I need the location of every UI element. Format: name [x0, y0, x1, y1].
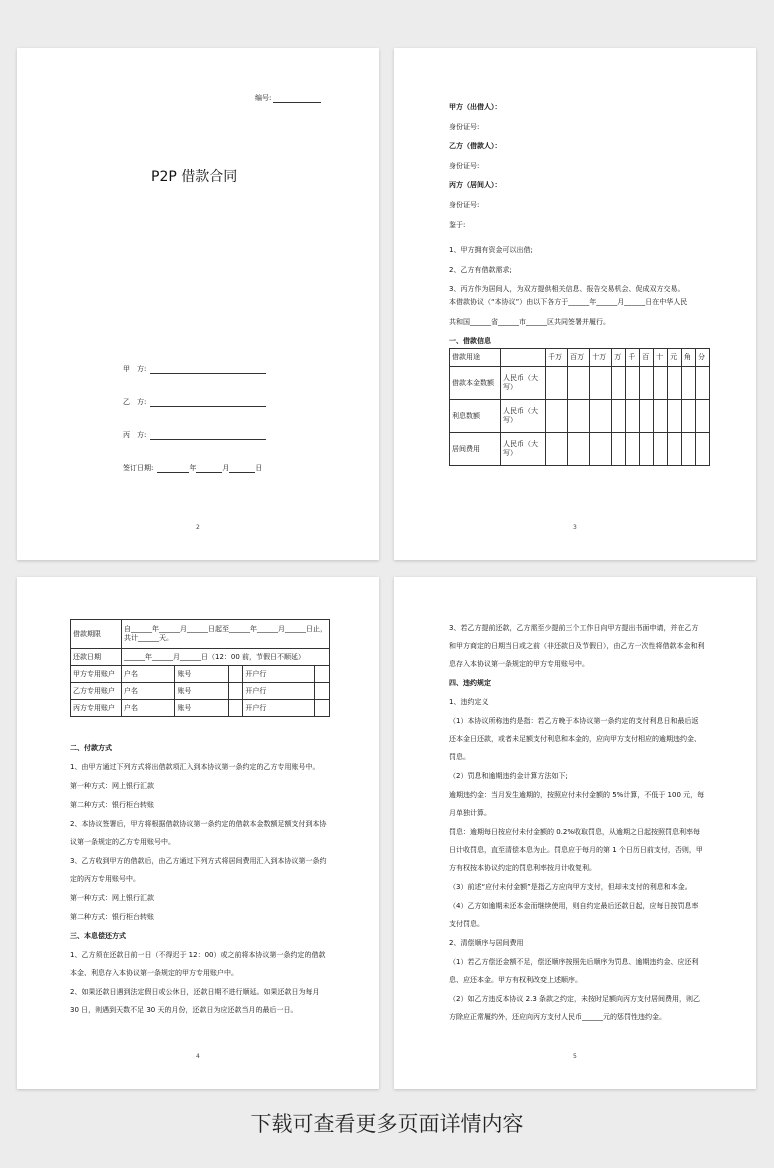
bank-cell: [315, 700, 330, 717]
table-row: [450, 367, 710, 400]
row-label: 居间费用: [450, 433, 501, 466]
breach-terms: [449, 619, 705, 1027]
account-number-label: 账号: [175, 683, 228, 700]
bank-cell: [315, 683, 330, 700]
amount-cell: [626, 367, 640, 400]
row-value: ______年______月______日（12：00 前，节假日不顺延）: [122, 649, 330, 666]
table-header-cell: [501, 349, 546, 367]
table-row: [71, 620, 330, 649]
page-4: [17, 577, 379, 1089]
section-heading: 四、违约规定: [449, 679, 491, 687]
amount-cell: [654, 433, 668, 466]
row-value: 自______年______月______日起至______年______月______日止，共计______天。: [122, 620, 330, 649]
contract-number-label: 编号:: [255, 94, 272, 102]
contract-number: [255, 94, 321, 103]
party-line: 身份证号:: [449, 200, 480, 209]
paragraph: 1、违约定义: [449, 698, 489, 706]
row-currency: 人民币（大写）: [501, 367, 546, 400]
account-name-label: 户名: [122, 666, 175, 683]
amount-cell: [612, 400, 626, 433]
amount-cell: [682, 400, 696, 433]
account-row: [71, 700, 330, 717]
account-number-label: 账号: [175, 666, 228, 683]
account-number-label: 账号: [175, 700, 228, 717]
whereas-label: 鉴于:: [449, 221, 466, 229]
table-header-cell: 万: [612, 349, 626, 367]
amount-cell: [626, 400, 640, 433]
paragraph: 2、如果还款日遇到法定假日或公休日，还款日期不进行顺延。如果还款日为每月 30 日，则遇到天数不足 30 天的月份，还款日为应还款当月的最后一日。: [70, 988, 320, 1014]
account-label: 丙方专用账户: [71, 700, 122, 717]
amount-cell: [546, 433, 568, 466]
row-label: 利息数额: [450, 400, 501, 433]
paragraph: （1）若乙方偿还金额不足，偿还顺序按照先后顺序为罚息、逾期违约金、应还利息、应还本金。甲方有权利改变上述顺序。: [449, 958, 699, 984]
amount-cell: [640, 367, 654, 400]
day-label: 日: [255, 464, 263, 472]
party-line: 身份证号:: [449, 161, 480, 170]
paragraph: （2）如乙方违反本协议 2.3 条款之约定，未按时足额向丙方支付居间费用，则乙方除应正常履约外，还应向丙方支付人民币______元的惩罚性违约金。: [449, 995, 701, 1021]
bank-label: 开户行: [243, 683, 315, 700]
paragraph: 3、若乙方提前还款，乙方需至少提前三个工作日向甲方提出书面申请，并在乙方和甲方商定的日期当日或之前（非还款日及节假日），由乙方一次性将借款本金和利息存入本协议第一条规定的甲方专用账号中。: [449, 624, 705, 668]
amount-cell: [568, 367, 590, 400]
paragraph: 罚息：逾期每日按应付未付金额的 0.2%收取罚息，从逾期之日起按照罚息利率每日计收罚息，直至清偿本息为止。罚息应于每月的第 1 个日历日前支付，否则，甲方有权按本协议约定的罚息利率按月计收复利。: [449, 828, 703, 872]
table-header-cell: 借款用途: [450, 349, 501, 367]
account-name-label: 户名: [122, 700, 175, 717]
party-line: 甲方（出借人）：: [449, 103, 502, 111]
amount-cell: [568, 433, 590, 466]
row-label: 借款期限: [71, 620, 122, 649]
account-number-cell: [228, 700, 242, 717]
paragraph: （4）乙方如逾期未还本金而继续使用，则自约定最后还款日起，应每日按罚息率支付罚息。: [449, 902, 699, 928]
month-blank: [196, 472, 222, 473]
table-header-cell: 角: [682, 349, 696, 367]
whereas-item: 3、丙方作为居间人，为双方提供相关信息、报告交易机会、促成双方交易。: [449, 285, 685, 293]
paragraph: 第一种方式：网上银行汇款: [70, 782, 154, 790]
bank-label: 开户行: [243, 700, 315, 717]
page-3: [394, 48, 756, 560]
bank-label: 开户行: [243, 666, 315, 683]
paragraph: 逾期违约金：当月发生逾期的，按照应付未付金额的 5%计算，不低于 100 元，每月单独计算。: [449, 791, 705, 817]
download-more-footer: 下载可查看更多页面详情内容: [250, 1112, 524, 1136]
table-header-cell: 十万: [590, 349, 612, 367]
day-blank: [229, 472, 255, 473]
paragraph: （2）罚息和逾期违约金计算方法如下;: [449, 772, 568, 780]
row-currency: 人民币（大写）: [501, 433, 546, 466]
table-header-row: [450, 349, 710, 367]
section-heading: 三、本息偿还方式: [70, 932, 126, 940]
account-row: [71, 666, 330, 683]
page-5: [394, 577, 756, 1089]
amount-cell: [546, 400, 568, 433]
amount-cell: [590, 367, 612, 400]
party-c-blank: [150, 439, 266, 440]
amount-cell: [696, 400, 710, 433]
party-c-label: 丙 方:: [123, 431, 147, 439]
table-header-cell: 百: [640, 349, 654, 367]
amount-cell: [590, 400, 612, 433]
agreement-line-2: 共和国______省______市______区共同签署并履行。: [449, 318, 610, 326]
whereas-item: 2、乙方有借款需求;: [449, 265, 512, 274]
amount-cell: [682, 367, 696, 400]
loan-term-table: [70, 619, 330, 717]
table-row: [450, 433, 710, 466]
loan-info-table: [449, 348, 710, 466]
party-a-row: [123, 365, 266, 374]
row-label: 借款本金数额: [450, 367, 501, 400]
account-label: 乙方专用账户: [71, 683, 122, 700]
paragraph: 2、本协议签署后，甲方将根据借款协议第一条约定的借款本金数额足额支付到本协议第一条规定的乙方专用账号中。: [70, 820, 327, 846]
page-number: 5: [573, 1053, 577, 1060]
page-number: 4: [196, 1053, 200, 1060]
sign-date-row: [123, 464, 262, 473]
amount-cell: [640, 433, 654, 466]
contract-title: P2P 借款合同: [151, 169, 238, 185]
table-row: [71, 649, 330, 666]
paragraph: 2、清偿顺序与居间费用: [449, 939, 524, 947]
page-2: [17, 48, 379, 560]
account-number-cell: [228, 666, 242, 683]
paragraph: （1）本协议所称违约是指：若乙方晚于本协议第一条约定的支付利息日和最后返还本金日还款，或者未足额支付利息和本金的，应向甲方支付相应的逾期违约金、罚息。: [449, 717, 701, 761]
page-number: 3: [573, 524, 577, 531]
amount-cell: [640, 400, 654, 433]
row-label: 还款日期: [71, 649, 122, 666]
section-loan-info-title: 一、借款信息: [449, 337, 491, 345]
paragraph: 3、乙方收到甲方的借款后，由乙方通过下列方式将居间费用汇入到本协议第一条约定的丙方专用账号中。: [70, 857, 327, 883]
party-b-label: 乙 方:: [123, 398, 147, 406]
amount-cell: [612, 367, 626, 400]
bank-cell: [315, 666, 330, 683]
account-number-cell: [228, 683, 242, 700]
amount-cell: [568, 400, 590, 433]
amount-cell: [546, 367, 568, 400]
amount-cell: [654, 367, 668, 400]
amount-cell: [682, 433, 696, 466]
party-b-blank: [150, 406, 266, 407]
account-row: [71, 683, 330, 700]
paragraph: 1、乙方须在还款日前一日（不得迟于 12：00）或之前将本协议第一条约定的借款本金、利息存入本协议第一条规定的甲方专用账户中。: [70, 951, 326, 977]
paragraph: 第一种方式：网上银行汇款: [70, 894, 154, 902]
party-c-row: [123, 431, 266, 440]
sign-date-label: 签订日期:: [123, 464, 154, 472]
table-row: [450, 400, 710, 433]
table-header-cell: 百万: [568, 349, 590, 367]
table-header-cell: 元: [668, 349, 682, 367]
account-name-label: 户名: [122, 683, 175, 700]
paragraph: 第二种方式：银行柜台转账: [70, 913, 154, 921]
amount-cell: [696, 433, 710, 466]
party-info-block: [449, 98, 502, 215]
amount-cell: [696, 367, 710, 400]
table-header-cell: 千: [626, 349, 640, 367]
amount-cell: [668, 433, 682, 466]
account-label: 甲方专用账户: [71, 666, 122, 683]
year-label: 年: [189, 464, 197, 472]
page-number: 2: [196, 524, 200, 531]
amount-cell: [612, 433, 626, 466]
month-label: 月: [222, 464, 230, 472]
table-header-cell: 分: [696, 349, 710, 367]
whereas-item: 1、甲方拥有资金可以出借;: [449, 246, 533, 254]
party-b-row: [123, 398, 266, 407]
contract-number-blank: [273, 102, 321, 103]
amount-cell: [668, 400, 682, 433]
payment-terms: [70, 739, 330, 1020]
party-a-label: 甲 方:: [123, 365, 147, 373]
agreement-line-1: 本借款协议（“本协议”）由以下各方于______年______月______日在中华人民: [449, 298, 688, 306]
whereas-items: [449, 241, 684, 300]
paragraph: 第二种方式：银行柜台转账: [70, 801, 154, 809]
table-header-cell: 千万: [546, 349, 568, 367]
party-line: 身份证号:: [449, 122, 480, 131]
paragraph: 1、由甲方通过下列方式将出借款项汇入到本协议第一条约定的乙方专用账号中。: [70, 763, 320, 771]
amount-cell: [590, 433, 612, 466]
amount-cell: [654, 400, 668, 433]
row-currency: 人民币（大写）: [501, 400, 546, 433]
amount-cell: [668, 367, 682, 400]
paragraph: （3）前述“应付未付金额”是指乙方应向甲方支付，但却未支付的利息和本金。: [449, 883, 692, 891]
party-line: 乙方（借款人）：: [449, 142, 502, 150]
party-line: 丙方（居间人）：: [449, 181, 502, 189]
table-header-cell: 十: [654, 349, 668, 367]
party-a-blank: [150, 373, 266, 374]
amount-cell: [626, 433, 640, 466]
section-heading: 二、付款方式: [70, 744, 112, 752]
year-blank: [157, 472, 189, 473]
